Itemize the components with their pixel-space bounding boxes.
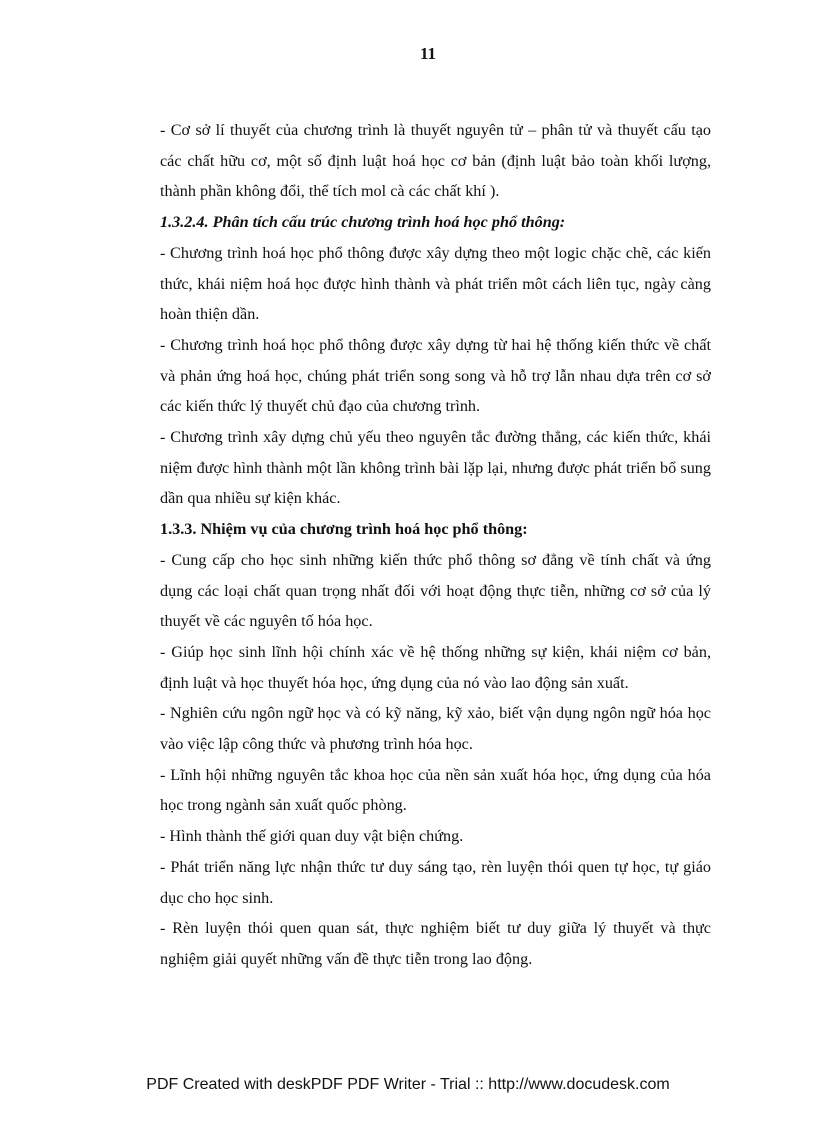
section-heading-1-3-2-4: 1.3.2.4. Phân tích cấu trúc chương trình hoá học phổ thông: bbox=[160, 213, 566, 232]
paragraph-structure-two-systems: - Chương trình hoá học phổ thông được xây dựng từ hai hệ thống kiến thức về chất và phản ứng hoá học, chúng phát triển song song và hỗ trợ lẫn nhau dựa trên cơ sở các kiến thức lý thuyết chủ đạo của chương trình. bbox=[160, 335, 711, 416]
paragraph-task-knowledge: - Cung cấp cho học sinh những kiến thức phổ thông sơ đẳng về tính chất và ứng dụng các loại chất quan trọng nhất đối với hoạt động thực tiễn, những cơ sở của lý thuyết về các nguyên tố hóa học. bbox=[160, 550, 711, 631]
paragraph-task-thinking: - Phát triển năng lực nhận thức tư duy sáng tạo, rèn luyện thói quen tự học, tự giáo dục cho học sinh. bbox=[160, 857, 711, 907]
paragraph-task-production: - Lĩnh hội những nguyên tắc khoa học của nền sản xuất hóa học, ứng dụng của hóa học trong ngành sản xuất quốc phòng. bbox=[160, 765, 711, 815]
paragraph-task-language: - Nghiên cứu ngôn ngữ học và có kỹ năng, kỹ xảo, biết vận dụng ngôn ngữ hóa học vào việc lập công thức và phương trình hóa học. bbox=[160, 704, 711, 754]
paragraph-task-worldview: - Hình thành thế giới quan duy vật biện chứng. bbox=[160, 827, 464, 846]
paragraph-structure-logic: - Chương trình hoá học phổ thông được xây dựng theo một logic chặc chẽ, các kiến thức, khái niệm hoá học được hình thành và phát triển môt cách liên tục, ngày càng hoàn thiện dần. bbox=[160, 243, 711, 324]
paragraph-theory-basis: - Cơ sở lí thuyết của chương trình là thuyết nguyên tử – phân tử và thuyết cấu tạo các chất hữu cơ, một số định luật hoá học cơ bản (định luật bảo toàn khối lượng, thành phần không đổi, thể tích mol cà các chất khí ). bbox=[160, 121, 711, 201]
paragraph-structure-linear: - Chương trình xây dựng chủ yếu theo nguyên tắc đường thẳng, các kiến thức, khái niệm được hình thành một lần không trình bài lặp lại, nhưng được phát triển bổ sung dần qua nhiều sự kiện khác. bbox=[160, 428, 711, 508]
paragraph-task-observation: - Rèn luyện thói quen quan sát, thực nghiệm biết tư duy giữa lý thuyết và thực nghiệm giải quyết những vấn đề thực tiễn trong lao động. bbox=[160, 919, 711, 968]
paragraph-task-understanding: - Giúp học sinh lĩnh hội chính xác về hệ thống những sự kiện, khái niệm cơ bản, định luật và học thuyết hóa học, ứng dụng của nó vào lao động sản xuất. bbox=[160, 642, 711, 692]
section-heading-1-3-3: 1.3.3. Nhiệm vụ của chương trình hoá học phổ thông: bbox=[160, 520, 528, 539]
pdf-watermark-footer: PDF Created with deskPDF PDF Writer - Trial :: http://www.docudesk.com bbox=[146, 1076, 670, 1093]
document-body bbox=[160, 115, 711, 975]
page-number: 11 bbox=[419, 44, 437, 63]
